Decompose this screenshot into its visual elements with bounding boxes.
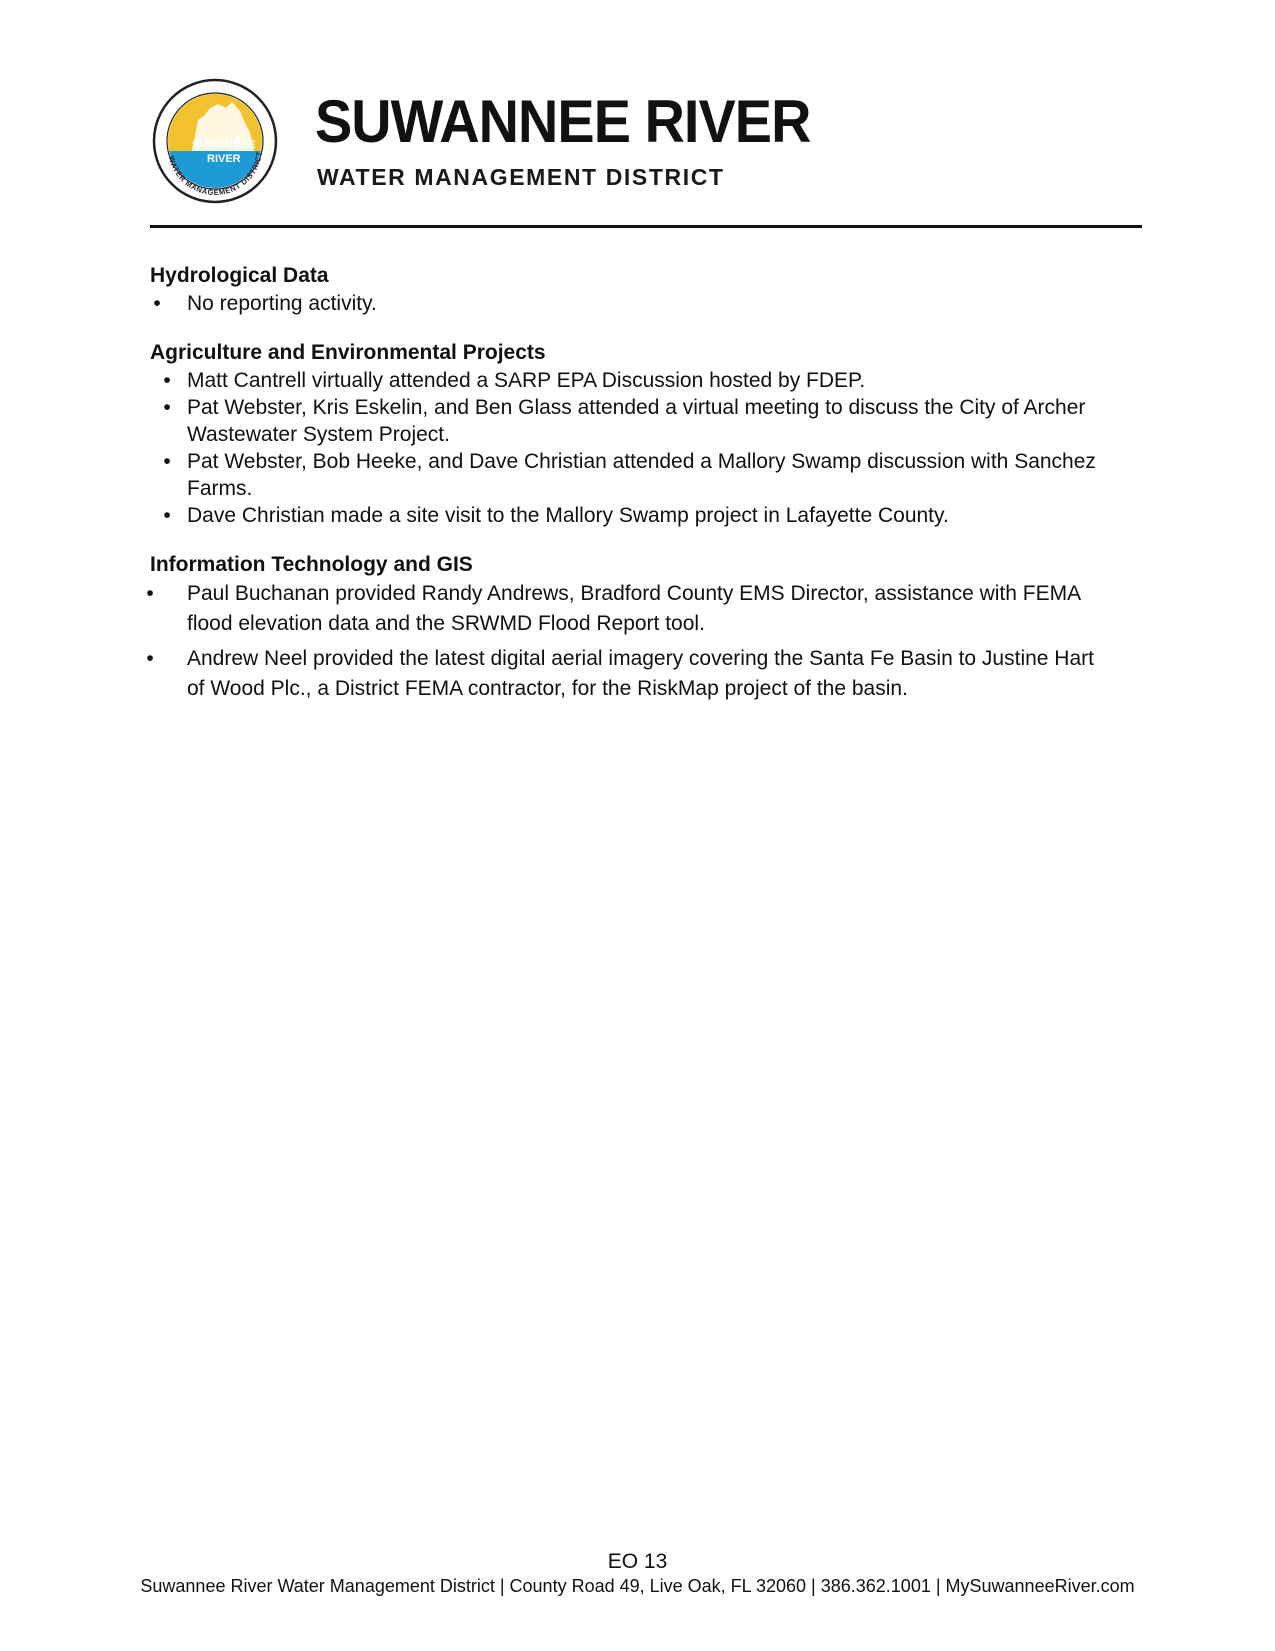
district-logo [152,78,278,204]
bullet-icon: • [163,396,171,419]
list-item-text: Paul Buchanan provided Randy Andrews, Bradford County EMS Director, assistance with FEMA flood elevation data and the SRWMD Flood Report tool. [187,582,1080,635]
list-item [150,290,1110,317]
list-item-text: Andrew Neel provided the latest digital aerial imagery covering the Santa Fe Basin to Justine Hart of Wood Plc., a District FEMA contractor, for the RiskMap project of the basin. [187,647,1094,700]
section-heading: Information Technology and GIS [150,553,473,576]
section-heading: Hydrological Data [150,264,329,287]
letterhead [152,78,1142,208]
list-item [150,367,1110,394]
section-hydrological-data [150,262,1110,317]
section-heading: Agriculture and Environmental Projects [150,341,546,364]
list-item [150,502,1110,529]
organization-subtitle: WATER MANAGEMENT DISTRICT [317,164,725,190]
page-number: EO 13 [607,1550,668,1573]
bullet-icon: • [163,450,171,473]
footer-address: Suwannee River Water Management District | County Road 49, Live Oak, FL 32060 | 386.362.1001 | MySuwanneeRiver.com [140,1576,1135,1596]
bullet-icon: • [163,369,171,392]
list-item-text: Dave Christian made a site visit to the Mallory Swamp project in Lafayette County. [187,504,949,527]
list-item [150,394,1110,448]
bullet-icon: • [146,647,154,670]
list-item [150,448,1110,502]
bullet-icon: • [163,504,171,527]
list-item [146,579,1110,639]
district-seal-icon [152,78,278,204]
bullet-list [150,290,1110,317]
list-item-text: Pat Webster, Kris Eskelin, and Ben Glass attended a virtual meeting to discuss the City of Archer Wastewater System Project. [187,396,1086,446]
seal-text-top: SUWANNEE [192,139,256,151]
list-item-text: Matt Cantrell virtually attended a SARP EPA Discussion hosted by FDEP. [187,369,866,392]
report-body [146,262,1110,726]
list-item-text: No reporting activity. [187,292,377,315]
seal-text-bottom: RIVER [207,153,241,165]
section-information-technology [146,551,1110,704]
bullet-icon: • [153,292,161,315]
header-divider [150,225,1142,228]
seal-ring-text: WATER MANAGEMENT DISTRICT [166,150,264,198]
list-item-text: Pat Webster, Bob Heeke, and Dave Christian attended a Mallory Swamp discussion with Sanchez Farms. [187,450,1096,500]
list-item [146,644,1110,704]
section-agriculture-projects [150,339,1110,529]
bullet-list [150,367,1110,529]
organization-title: SUWANNEE RIVER [315,88,811,155]
bullet-list [146,579,1110,704]
bullet-icon: • [146,582,154,605]
